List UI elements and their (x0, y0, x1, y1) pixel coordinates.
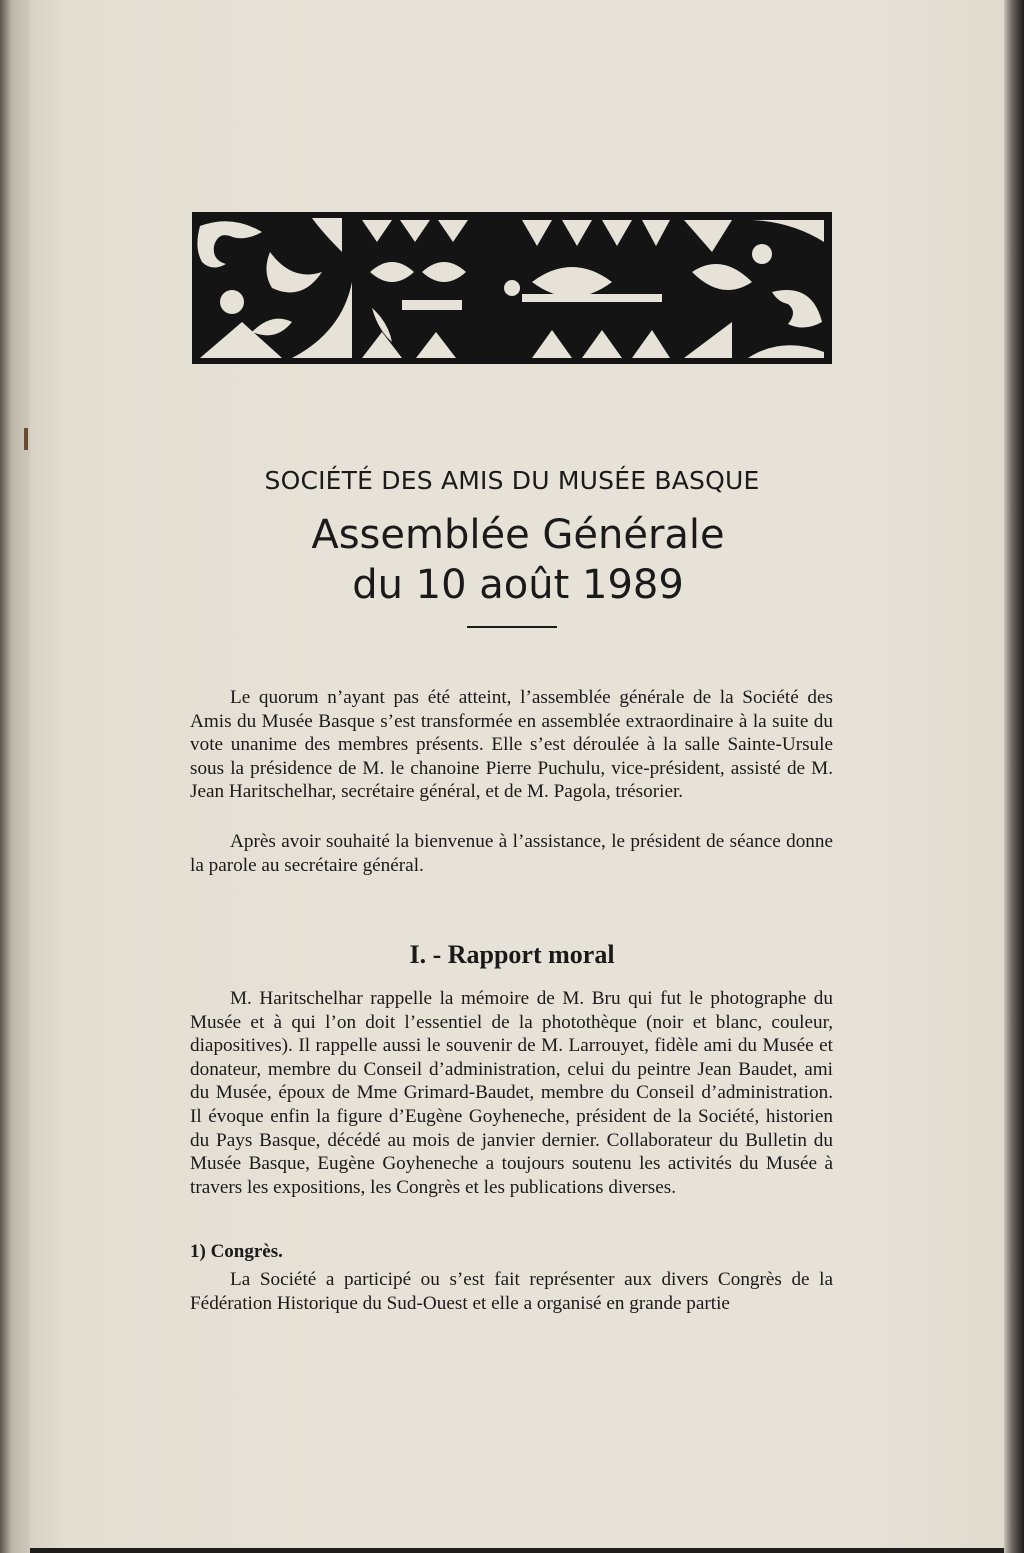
organization-name: SOCIÉTÉ DES AMIS DU MUSÉE BASQUE (264, 466, 760, 495)
title-divider (467, 626, 557, 628)
intro-paragraph-2-block (190, 830, 833, 877)
page-left-edge (0, 0, 30, 1553)
section-heading: I. - Rapport moral (409, 940, 615, 969)
intro-paragraph-1: Le quorum n’ayant pas été atteint, l’assemblée générale de la Société des Amis du Musée Basque s’est transformée en assemblée extraordinaire à la suite du vote unanime des membres présents. Elle s’est déroulée à la salle Sainte-Ursule sous la présidence de M. le chanoine Pierre Puchulu, vice-président, assisté de M. Jean Haritschelhar, secrétaire général, et de M. Pagola, trésorier. (190, 687, 833, 803)
page-title-line-1: Assemblée Générale (311, 512, 725, 558)
intro-paragraph-2: Après avoir souhaité la bienvenue à l’assistance, le président de séance donne la parole au secrétaire général. (190, 831, 833, 876)
intro-paragraph-1-block (190, 686, 833, 804)
section-paragraph-block (190, 987, 833, 1199)
page-title-line-2: du 10 août 1989 (352, 562, 684, 608)
subsection-paragraph-block (190, 1268, 833, 1315)
section-paragraph: M. Haritschelhar rappelle la mémoire de M. Bru qui fut le photographe du Musée et à qui l’on doit l’essentiel de la photothèque (noir et blanc, couleur, diapositives). Il rappelle aussi le souvenir de M. Larrouyet, fidèle ami du Musée et donateur, membre du Conseil d’administration, celui du peintre Jean Baudet, ami du Musée, époux de Mme Grimard-Baudet, membre du Conseil d’administration. Il évoque enfin la figure d’Eugène Goyheneche, président de la Société, historien du Pays Basque, décédé au mois de janvier dernier. Collaborateur du Bulletin du Musée Basque, Eugène Goyheneche a toujours soutenu les activités du Musée à travers les expositions, les Congrès et les publications diverses. (190, 988, 833, 1198)
page-right-edge (1004, 0, 1024, 1553)
basque-ornament-banner (192, 212, 832, 364)
subsection-heading: 1) Congrès. (190, 1241, 283, 1262)
spine-mark (24, 428, 28, 450)
subsection-paragraph: La Société a participé ou s’est fait représenter aux divers Congrès de la Fédération Historique du Sud-Ouest et elle a organisé en grande partie (190, 1269, 833, 1314)
